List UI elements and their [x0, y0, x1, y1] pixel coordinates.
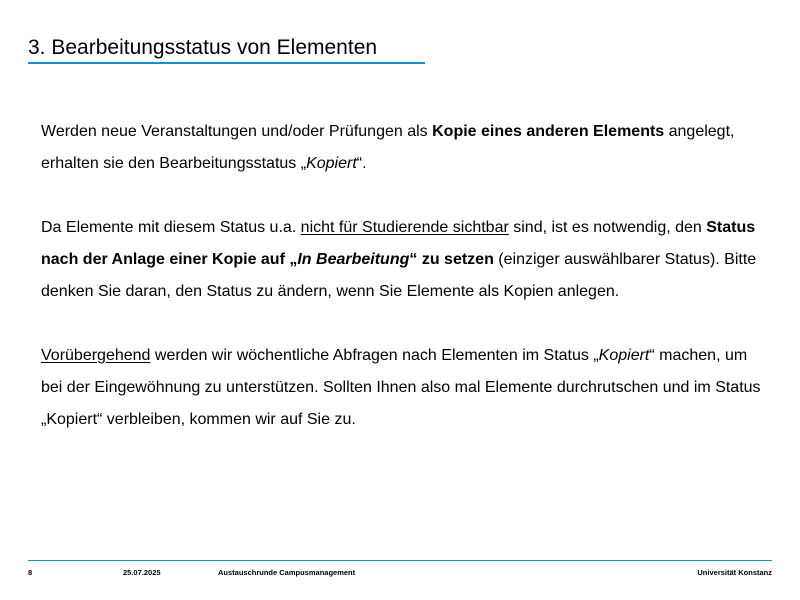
- p3-text-1: werden wir wöchentliche Abfragen nach Elementen im Status „: [150, 347, 599, 364]
- paragraph-copy-status: [41, 116, 761, 180]
- p2-text-3: (einziger auswählbarer Status). Bitte denken Sie daran, den Status zu ändern, wenn Sie Elemente als Kopien anlegen.: [41, 251, 757, 300]
- p2-text-1: Da Elemente mit diesem Status u.a.: [41, 219, 301, 236]
- p3-text-2: “ machen, um bei der Eingewöhnung zu unterstützen. Sollten Ihnen also mal Elemente durchrutschen und im Status „Kopiert“ verbleiben, kommen wir auf Sie zu.: [41, 347, 761, 428]
- paragraph-status-change: [41, 212, 761, 308]
- footer-divider: [28, 560, 772, 561]
- p2-bold-italic-in-bearbeitung: In Bearbeitung: [297, 251, 410, 268]
- p1-text-3: “.: [356, 155, 367, 172]
- paragraph-gap: [41, 308, 761, 340]
- p2-bold-2: “ zu setzen: [409, 251, 494, 268]
- footer-event-name: Austauschrunde Campusmanagement: [218, 568, 356, 577]
- p1-italic-kopiert: Kopiert: [306, 155, 357, 172]
- p3-italic-kopiert: Kopiert: [598, 347, 650, 364]
- footer-organization: Universität Konstanz: [697, 568, 772, 577]
- p2-bold-1: Status nach der Anlage einer Kopie auf „: [41, 219, 756, 268]
- paragraph-gap: [41, 180, 761, 212]
- slide-title: 3. Bearbeitungsstatus von Elementen: [28, 36, 378, 59]
- title-underline: [28, 62, 425, 64]
- p1-text-2: angelegt, erhalten sie den Bearbeitungsstatus „: [41, 123, 735, 172]
- p2-text-2: sind, ist es notwendig, den: [508, 219, 707, 236]
- p2-underlined-not-visible: nicht für Studierende sichtbar: [300, 219, 509, 236]
- footer-page-number: 8: [28, 568, 33, 577]
- p3-underlined-temporary: Vorübergehend: [41, 347, 151, 364]
- slide-content: [41, 116, 761, 436]
- footer-date: 25.07.2025: [123, 568, 161, 577]
- p1-text-1: Werden neue Veranstaltungen und/oder Prüfungen als: [41, 123, 433, 140]
- p1-bold-copy: Kopie eines anderen Elements: [432, 123, 665, 140]
- paragraph-weekly-queries: [41, 340, 761, 436]
